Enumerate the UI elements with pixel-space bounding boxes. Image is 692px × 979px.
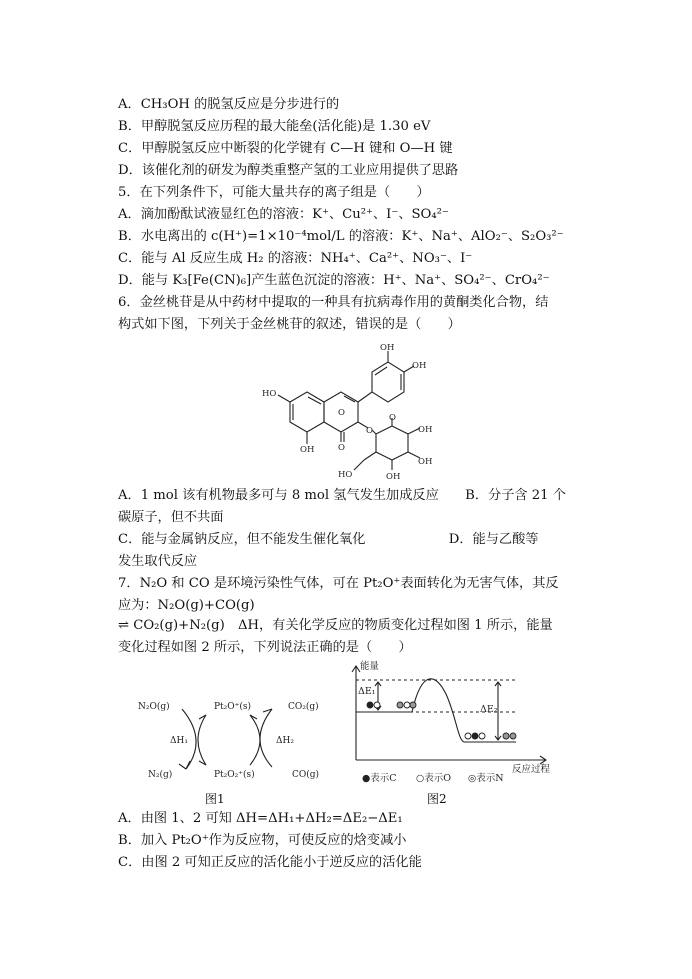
figure-1-cycle [130, 695, 330, 785]
mol-oh-label: OH [386, 472, 401, 482]
mol-oh-label: OH [412, 361, 427, 371]
q5-option-c: C．能与 Al 反应生成 H₂ 的溶液：NH₄⁺、Ca²⁺、NO₃⁻、I⁻ [118, 251, 473, 266]
q7-option-c: C．由图 2 可知正反应的活化能小于逆反应的活化能 [118, 855, 422, 870]
fig1-pt2o2-label: Pt₂O₂⁺(s) [214, 770, 255, 780]
fig2-ylabel: 能量 [360, 661, 380, 672]
q5-option-d: D．能与 K₃[Fe(CN)₆]产生蓝色沉淀的溶液：H⁺、Na⁺、SO₄²⁻、CrO₄²⁻ [118, 273, 550, 288]
q4-option-c: C．甲醇脱氢反应中断裂的化学键有 C—H 键和 O—H 键 [118, 141, 453, 156]
q7-stem-line1: 7．N₂O 和 CO 是环境污染性气体，可在 Pt₂O⁺表面转化为无害气体，其反 [118, 576, 559, 591]
mol-o-label: O [338, 443, 345, 453]
fig2-legend-n: ◎表示N [468, 773, 504, 784]
fig2-xlabel: 反应过程 [512, 764, 551, 775]
q6-option-b-cont: 碳原子，但不共面 [118, 510, 224, 525]
fig1-dh1-label: ΔH₁ [170, 736, 188, 746]
q7-option-b: B．加入 Pt₂O⁺作为反应物，可使反应的焓变减小 [118, 833, 407, 848]
fig1-pt2o-label: Pt₂O⁺(s) [214, 702, 252, 712]
mol-oh-label: OH [418, 425, 433, 435]
q5-stem: 5．在下列条件下，可能大量共存的离子组是（ ） [118, 185, 430, 200]
q7-stem-line4: 变化过程如图 2 所示，下列说法正确的是（ ） [118, 640, 412, 655]
fig2-legend-c: ●表示C [362, 773, 397, 784]
q4-option-b: B．甲醇脱氢反应历程的最大能垒(活化能)是 1.30 eV [118, 119, 431, 134]
q6-stem-line2: 构式如下图，下列关于金丝桃苷的叙述，错误的是（ ） [118, 317, 461, 332]
q6-option-c-d: C．能与金属钠反应，但不能发生催化氧化 D．能与乙酸等 [118, 532, 539, 547]
hyperoside-structure [262, 342, 438, 482]
fig2-legend-o: ○表示O [416, 773, 452, 784]
fig2-de1-label: ΔE₁ [358, 686, 376, 697]
fig1-dh2-label: ΔH₂ [276, 736, 294, 746]
mol-ho-label: HO [262, 389, 277, 399]
q7-stem-line3: ⇌ CO₂(g)+N₂(g) ΔH，有关化学反应的物质变化过程如图 1 所示，能量 [118, 618, 553, 633]
figure-2-energy [346, 660, 560, 784]
q6-option-d-cont: 发生取代反应 [118, 554, 198, 569]
fig1-co2-label: CO₂(g) [288, 702, 319, 712]
fig1-caption: 图1 [205, 792, 225, 806]
fig1-n2-label: N₂(g) [148, 770, 173, 780]
q5-option-b: B．水电离出的 c(H⁺)=1×10⁻⁴mol/L 的溶液：K⁺、Na⁺、AlO₂⁻、S₂O₃²⁻ [118, 229, 564, 244]
q6-stem-line1: 6．金丝桃苷是从中药材中提取的一种具有抗病毒作用的黄酮类化合物，结 [118, 295, 549, 310]
mol-oh-label: OH [418, 457, 433, 467]
q4-option-d: D．该催化剂的研发为醇类重整产氢的工业应用提供了思路 [118, 163, 459, 178]
mol-oh-label: OH [380, 343, 395, 353]
mol-o-label: O [366, 426, 373, 436]
q4-option-a: A．CH₃OH 的脱氢反应是分步进行的 [118, 97, 340, 112]
fig2-de2-label: ΔE₂ [480, 704, 498, 715]
q5-option-a: A．滴加酚酞试液显红色的溶液：K⁺、Cu²⁺、I⁻、SO₄²⁻ [118, 207, 449, 222]
mol-o-label: O [389, 413, 396, 423]
mol-ho-label: HO [338, 470, 353, 480]
fig2-caption: 图2 [427, 792, 447, 806]
q7-option-a: A．由图 1、2 可知 ΔH=ΔH₁+ΔH₂=ΔE₂−ΔE₁ [118, 811, 403, 826]
q7-stem-line2: 应为：N₂O(g)+CO(g) [118, 598, 255, 613]
mol-oh-label: OH [300, 445, 315, 455]
q6-option-a-b: A．1 mol 该有机物最多可与 8 mol 氢气发生加成反应 B．分子含 21 个 [118, 488, 566, 503]
fig1-co-label: CO(g) [292, 770, 320, 780]
mol-o-label: O [338, 408, 345, 418]
fig1-n2o-label: N₂O(g) [138, 702, 170, 712]
